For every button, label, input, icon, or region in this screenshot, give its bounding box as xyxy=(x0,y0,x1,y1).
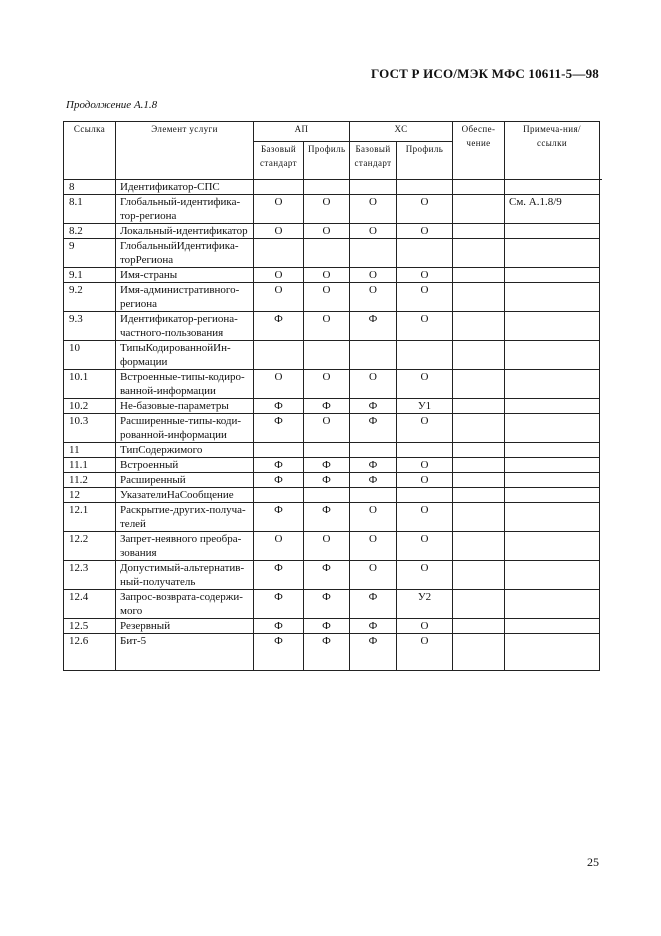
cell-ap-profile xyxy=(304,180,350,195)
cell-notes xyxy=(505,458,600,473)
cell-xs-profile: О xyxy=(397,561,453,590)
header-ref: Ссылка xyxy=(64,122,116,180)
cell-provision xyxy=(453,619,505,634)
cell-xs-profile: О xyxy=(397,370,453,399)
cell-notes xyxy=(505,561,600,590)
cell-xs-profile xyxy=(397,239,453,268)
cell-provision xyxy=(453,473,505,488)
cell-ref: 9.1 xyxy=(64,268,116,283)
cell-provision xyxy=(453,180,505,195)
cell-ref: 8 xyxy=(64,180,116,195)
cell-ap-base xyxy=(254,239,304,268)
cell-ref: 12.4 xyxy=(64,590,116,619)
cell-xs-base xyxy=(350,488,397,503)
cell-xs-base xyxy=(350,443,397,458)
cell-ap-base: О xyxy=(254,224,304,239)
table-continuation-caption: Продолжение А.1.8 xyxy=(66,99,158,111)
table-row xyxy=(64,561,600,590)
cell-ap-profile: Ф xyxy=(304,399,350,414)
cell-xs-base: О xyxy=(350,503,397,532)
cell-ap-base: О xyxy=(254,532,304,561)
cell-ap-profile: О xyxy=(304,532,350,561)
cell-provision xyxy=(453,590,505,619)
cell-ref: 10.1 xyxy=(64,370,116,399)
cell-xs-profile: У2 xyxy=(397,590,453,619)
cell-xs-base xyxy=(350,180,397,195)
cell-notes xyxy=(505,370,600,399)
cell-provision xyxy=(453,312,505,341)
cell-notes xyxy=(505,473,600,488)
cell-notes xyxy=(505,341,600,370)
cell-element: Имя-страны xyxy=(116,268,254,283)
cell-xs-base: О xyxy=(350,561,397,590)
cell-xs-profile: О xyxy=(397,532,453,561)
cell-ap-base: Ф xyxy=(254,590,304,619)
cell-element: УказателиНаСообщение xyxy=(116,488,254,503)
cell-ap-base: Ф xyxy=(254,619,304,634)
header-group-xs: ХС xyxy=(350,122,453,142)
table-row xyxy=(64,473,600,488)
cell-notes xyxy=(505,180,600,195)
cell-ap-base: Ф xyxy=(254,312,304,341)
cell-notes xyxy=(505,399,600,414)
cell-xs-profile: О xyxy=(397,619,453,634)
cell-xs-base: О xyxy=(350,268,397,283)
cell-notes xyxy=(505,619,600,634)
cell-ref: 9.3 xyxy=(64,312,116,341)
cell-provision xyxy=(453,532,505,561)
cell-ref: 12.1 xyxy=(64,503,116,532)
cell-ap-profile xyxy=(304,488,350,503)
cell-notes xyxy=(505,239,600,268)
cell-xs-base: Ф xyxy=(350,619,397,634)
table-row xyxy=(64,180,600,195)
cell-xs-base: О xyxy=(350,195,397,224)
page-number: 25 xyxy=(587,855,599,869)
cell-ap-profile: Ф xyxy=(304,561,350,590)
cell-element: Глобальный-идентифика-тор-региона xyxy=(116,195,254,224)
cell-ref: 8.2 xyxy=(64,224,116,239)
cell-xs-base: Ф xyxy=(350,634,397,671)
cell-xs-profile: О xyxy=(397,458,453,473)
cell-ap-base: Ф xyxy=(254,634,304,671)
document-code: ГОСТ Р ИСО/МЭК МФС 10611-5—98 xyxy=(370,66,599,81)
table-row xyxy=(64,443,600,458)
cell-provision xyxy=(453,634,505,671)
table-row xyxy=(64,224,600,239)
cell-ref: 12 xyxy=(64,488,116,503)
cell-ap-profile xyxy=(304,239,350,268)
cell-notes xyxy=(505,488,600,503)
table-row xyxy=(64,312,600,341)
cell-provision xyxy=(453,561,505,590)
cell-provision xyxy=(453,239,505,268)
cell-notes xyxy=(505,634,600,671)
cell-ref: 12.6 xyxy=(64,634,116,671)
cell-ref: 11.1 xyxy=(64,458,116,473)
cell-element: Расширенные-типы-коди-рованной-информации xyxy=(116,414,254,443)
cell-xs-profile xyxy=(397,443,453,458)
cell-ref: 12.3 xyxy=(64,561,116,590)
cell-ap-base: Ф xyxy=(254,414,304,443)
cell-ap-base xyxy=(254,443,304,458)
cell-ap-base: Ф xyxy=(254,458,304,473)
table-row xyxy=(64,268,600,283)
cell-xs-profile: О xyxy=(397,283,453,312)
table-row xyxy=(64,399,600,414)
cell-notes xyxy=(505,283,600,312)
cell-element: Встроенный xyxy=(116,458,254,473)
cell-provision xyxy=(453,458,505,473)
cell-ap-profile: О xyxy=(304,195,350,224)
header-xs-profile: Профиль xyxy=(397,142,453,180)
table-row xyxy=(64,634,600,671)
cell-xs-base xyxy=(350,341,397,370)
cell-ref: 10.3 xyxy=(64,414,116,443)
cell-ap-profile: О xyxy=(304,268,350,283)
cell-ap-base: О xyxy=(254,370,304,399)
cell-xs-profile xyxy=(397,488,453,503)
cell-xs-base: Ф xyxy=(350,312,397,341)
cell-xs-base: О xyxy=(350,532,397,561)
cell-xs-base: О xyxy=(350,224,397,239)
table-row xyxy=(64,370,600,399)
cell-element: Расширенный xyxy=(116,473,254,488)
cell-element: Не-базовые-параметры xyxy=(116,399,254,414)
table-row xyxy=(64,458,600,473)
cell-element: Раскрытие-других-получа-телей xyxy=(116,503,254,532)
cell-xs-base xyxy=(350,239,397,268)
header-ap-base: Базовый стандарт xyxy=(254,142,304,180)
cell-ap-profile: Ф xyxy=(304,458,350,473)
cell-element: Встроенные-типы-кодиро-ванной-информации xyxy=(116,370,254,399)
cell-notes xyxy=(505,414,600,443)
cell-ap-profile: О xyxy=(304,312,350,341)
cell-ap-profile: Ф xyxy=(304,590,350,619)
cell-element: ТипСодержимого xyxy=(116,443,254,458)
header-notes: Примеча-ния/ссылки xyxy=(505,122,600,180)
cell-provision xyxy=(453,443,505,458)
table-row xyxy=(64,195,600,224)
cell-notes xyxy=(505,532,600,561)
cell-xs-profile: О xyxy=(397,195,453,224)
cell-xs-base: О xyxy=(350,283,397,312)
cell-provision xyxy=(453,268,505,283)
table-row xyxy=(64,341,600,370)
cell-element: Идентификатор-региона-частного-пользования xyxy=(116,312,254,341)
header-provision: Обеспе-чение xyxy=(453,122,505,180)
cell-xs-profile: О xyxy=(397,224,453,239)
cell-provision xyxy=(453,414,505,443)
cell-notes xyxy=(505,268,600,283)
cell-element: Запрет-неявного преобра-зования xyxy=(116,532,254,561)
cell-xs-base: Ф xyxy=(350,399,397,414)
cell-provision xyxy=(453,224,505,239)
cell-notes xyxy=(505,443,600,458)
table-row xyxy=(64,503,600,532)
cell-provision xyxy=(453,503,505,532)
cell-element: Идентификатор-СПС xyxy=(116,180,254,195)
cell-ap-profile: Ф xyxy=(304,503,350,532)
cell-ap-base: О xyxy=(254,268,304,283)
table-edge-mark xyxy=(599,179,602,180)
cell-notes xyxy=(505,590,600,619)
cell-xs-base: Ф xyxy=(350,473,397,488)
cell-element: Резервный xyxy=(116,619,254,634)
cell-ap-base: Ф xyxy=(254,561,304,590)
cell-ap-base: О xyxy=(254,283,304,312)
cell-ref: 11 xyxy=(64,443,116,458)
service-elements-table xyxy=(63,121,600,671)
cell-ref: 10 xyxy=(64,341,116,370)
cell-notes xyxy=(505,312,600,341)
cell-provision xyxy=(453,195,505,224)
cell-ap-base: Ф xyxy=(254,503,304,532)
cell-xs-profile: О xyxy=(397,268,453,283)
cell-ref: 9 xyxy=(64,239,116,268)
cell-provision xyxy=(453,488,505,503)
cell-notes xyxy=(505,503,600,532)
header-element: Элемент услуги xyxy=(116,122,254,180)
table-row xyxy=(64,414,600,443)
cell-xs-profile: О xyxy=(397,503,453,532)
cell-element: ТипыКодированнойИн-формации xyxy=(116,341,254,370)
cell-ref: 11.2 xyxy=(64,473,116,488)
cell-ap-profile xyxy=(304,341,350,370)
cell-ap-base xyxy=(254,180,304,195)
cell-xs-profile: О xyxy=(397,414,453,443)
cell-ref: 10.2 xyxy=(64,399,116,414)
cell-ap-base: Ф xyxy=(254,399,304,414)
cell-ref: 8.1 xyxy=(64,195,116,224)
table-row xyxy=(64,283,600,312)
cell-xs-base: Ф xyxy=(350,414,397,443)
table-row xyxy=(64,488,600,503)
cell-xs-base: О xyxy=(350,370,397,399)
table-row xyxy=(64,590,600,619)
cell-ap-profile xyxy=(304,443,350,458)
cell-xs-base: Ф xyxy=(350,590,397,619)
cell-ref: 9.2 xyxy=(64,283,116,312)
cell-element: Допустимый-альтернатив-ный-получатель xyxy=(116,561,254,590)
cell-notes xyxy=(505,224,600,239)
cell-ap-profile: О xyxy=(304,370,350,399)
cell-element: ГлобальныйИдентифика-торРегиона xyxy=(116,239,254,268)
table-body xyxy=(64,180,600,671)
table-header xyxy=(64,122,600,180)
cell-ap-base xyxy=(254,341,304,370)
cell-xs-profile: О xyxy=(397,634,453,671)
cell-element: Локальный-идентификатор xyxy=(116,224,254,239)
cell-element: Имя-административного-региона xyxy=(116,283,254,312)
table-row xyxy=(64,239,600,268)
header-group-ap: АП xyxy=(254,122,350,142)
cell-ap-base: О xyxy=(254,195,304,224)
cell-provision xyxy=(453,341,505,370)
cell-ap-base xyxy=(254,488,304,503)
header-xs-base: Базовый стандарт xyxy=(350,142,397,180)
cell-ref: 12.2 xyxy=(64,532,116,561)
cell-xs-profile xyxy=(397,341,453,370)
cell-xs-profile: О xyxy=(397,473,453,488)
cell-xs-profile xyxy=(397,180,453,195)
cell-ap-profile: Ф xyxy=(304,473,350,488)
header-ap-profile: Профиль xyxy=(304,142,350,180)
cell-provision xyxy=(453,370,505,399)
table-row xyxy=(64,532,600,561)
table-row xyxy=(64,619,600,634)
cell-ap-profile: Ф xyxy=(304,634,350,671)
cell-element: Бит-5 xyxy=(116,634,254,671)
cell-xs-profile: О xyxy=(397,312,453,341)
cell-xs-profile: У1 xyxy=(397,399,453,414)
cell-xs-base: Ф xyxy=(350,458,397,473)
cell-ap-base: Ф xyxy=(254,473,304,488)
cell-ap-profile: О xyxy=(304,224,350,239)
cell-element: Запрос-возврата-содержи-мого xyxy=(116,590,254,619)
cell-provision xyxy=(453,399,505,414)
cell-ap-profile: Ф xyxy=(304,619,350,634)
cell-ap-profile: О xyxy=(304,283,350,312)
cell-ap-profile: О xyxy=(304,414,350,443)
cell-notes: См. А.1.8/9 xyxy=(505,195,600,224)
cell-provision xyxy=(453,283,505,312)
cell-ref: 12.5 xyxy=(64,619,116,634)
